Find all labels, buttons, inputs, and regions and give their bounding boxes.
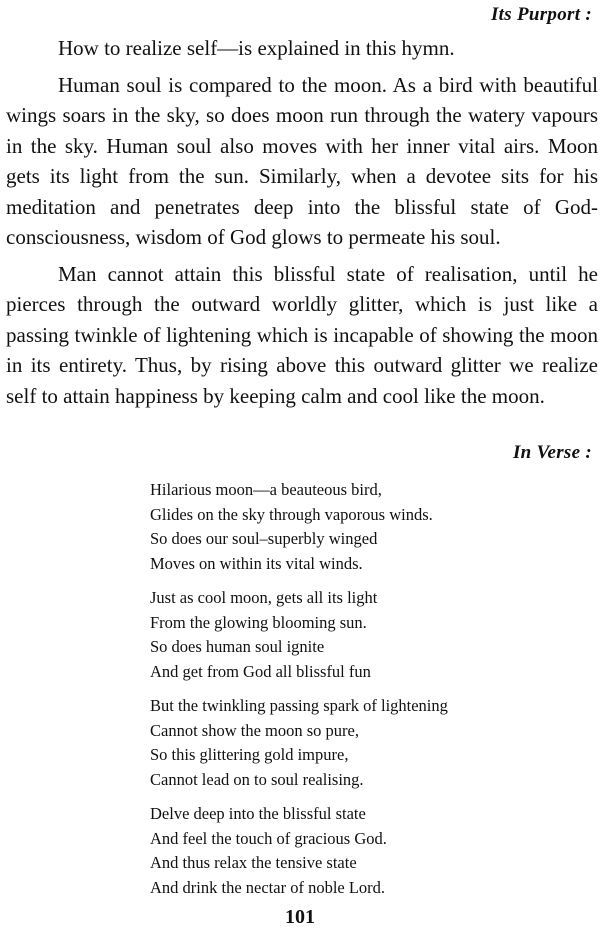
verse-line: So does human soul ignite — [150, 637, 325, 656]
verse-line: Cannot show the moon so pure, — [150, 720, 359, 740]
purport-paragraph: Man cannot attain this blissful state of realisation, until he pierces through the outward worldly glitter, which is just like a passing twinkle of lightening which is incapable of showing the moon in its entirety. Thus, by rising above this outward glitter we realize self to attain happiness by keeping calm and cool like the moon. — [6, 261, 598, 408]
purport-heading: Its Purport : — [490, 4, 592, 25]
verse-line: Just as cool moon, gets all its light — [150, 588, 378, 607]
stanza — [150, 586, 590, 684]
verse-line: And drink the nectar of noble Lord. — [150, 877, 386, 897]
verse-line: But the twinkling passing spark of lightening — [150, 696, 448, 715]
verse-line: And feel the touch of gracious God. — [150, 828, 387, 848]
verse-line: So this glittering gold impure, — [150, 745, 349, 764]
verse-line: Cannot lead on to soul realising. — [150, 769, 364, 789]
verse-line: Hilarious moon—a beauteous bird, — [150, 480, 382, 499]
stanza — [150, 478, 590, 576]
verse-line: Delve deep into the blissful state — [150, 804, 366, 823]
verse-line: Moves on within its vital winds. — [150, 553, 363, 573]
page-number: 101 — [285, 906, 315, 928]
verse-line: So does our soul–superbly winged — [150, 529, 378, 548]
stanza — [150, 694, 590, 792]
verse-line: From the glowing blooming sun. — [150, 612, 367, 632]
verse-heading: In Verse : — [512, 442, 592, 463]
purport-paragraph: How to realize self—is explained in this hymn. — [58, 36, 455, 60]
purport-body — [6, 33, 598, 417]
purport-paragraph: Human soul is compared to the moon. As a bird with beautiful wings soars in the sky, so does moon run through the watery vapours in the sky. Human soul also moves with her inner vital airs. Moon gets its light from the sun. Similarly, when a devotee sits for his meditation and penetrates deep into the blissful state of God-consciousness, wisdom of God glows to permeate his soul. — [6, 72, 598, 249]
verse-line: And thus relax the tensive state — [150, 853, 357, 872]
stanza — [150, 802, 590, 900]
verse-line: Glides on the sky through vaporous winds. — [150, 504, 433, 524]
verse-line: And get from God all blissful fun — [150, 661, 371, 681]
verse-body — [150, 478, 590, 910]
